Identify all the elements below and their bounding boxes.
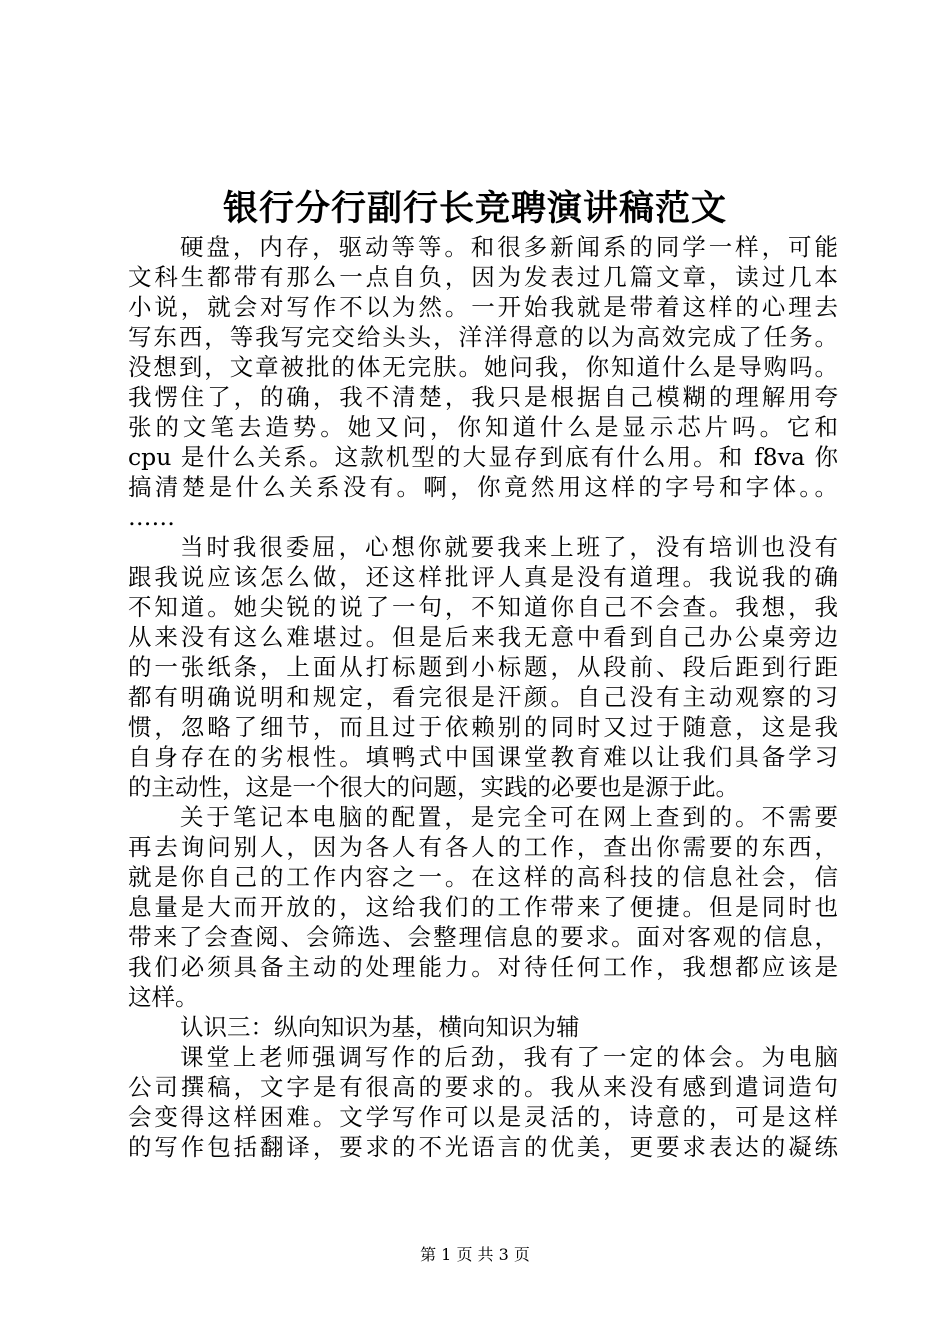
text-line: 跟我说应该怎么做，还这样批评人真是没有道理。我说我的确 bbox=[128, 563, 838, 591]
text-line: 搞清楚是什么关系没有。啊，你竟然用这样的字号和字体。。 bbox=[128, 473, 838, 501]
text-line: 课堂上老师强调写作的后劲，我有了一定的体会。为电脑 bbox=[180, 1043, 838, 1071]
text-line: 都有明确说明和规定，看完很是汗颜。自己没有主动观察的习 bbox=[128, 683, 838, 711]
text-line: 我们必须具备主动的处理能力。对待任何工作，我想都应该是 bbox=[128, 953, 838, 981]
text-line: 小说，就会对写作不以为然。一开始我就是带着这样的心理去 bbox=[128, 293, 838, 321]
text-line: 我愣住了，的确，我不清楚，我只是根据自己模糊的理解用夸 bbox=[128, 383, 838, 411]
text-line: 硬盘，内存，驱动等等。和很多新闻系的同学一样，可能 bbox=[180, 233, 838, 261]
text-line: 的主动性，这是一个很大的问题，实践的必要也是源于此。 bbox=[128, 773, 739, 801]
text-line: 张的文笔去造势。她又问，你知道什么是显示芯片吗。它和 bbox=[128, 413, 838, 441]
text-line: …… bbox=[128, 503, 175, 531]
text-line: 写东西，等我写完交给头头，洋洋得意的以为高效完成了任务。 bbox=[128, 323, 838, 351]
text-line: 带来了会查阅、会筛选、会整理信息的要求。面对客观的信息， bbox=[128, 923, 838, 951]
text-line: 从来没有这么难堪过。但是后来我无意中看到自己办公桌旁边 bbox=[128, 623, 838, 651]
text-line: 文科生都带有那么一点自负，因为发表过几篇文章，读过几本 bbox=[128, 263, 838, 291]
text-line: cpu 是什么关系。这款机型的大显存到底有什么用。和 f8va 你 bbox=[128, 443, 838, 471]
text-line: 不知道。她尖锐的说了一句，不知道你自己不会查。我想，我 bbox=[128, 593, 838, 621]
text-line: 会变得这样困难。文学写作可以是灵活的，诗意的，可是这样 bbox=[128, 1103, 838, 1131]
text-line: 没想到，文章被批的体无完肤。她问我，你知道什么是导购吗。 bbox=[128, 353, 838, 381]
text-line: 息量是大而开放的，这给我们的工作带来了便捷。但是同时也 bbox=[128, 893, 838, 921]
text-line: 公司撰稿，文字是有很高的要求的。我从来没有感到遣词造句 bbox=[128, 1073, 838, 1101]
text-line: 就是你自己的工作内容之一。在这样的高科技的信息社会，信 bbox=[128, 863, 838, 891]
document-title: 银行分行副行长竞聘演讲稿范文 bbox=[222, 188, 727, 229]
text-line: 当时我很委屈，心想你就要我来上班了，没有培训也没有 bbox=[180, 533, 838, 561]
document-body bbox=[128, 232, 838, 1162]
text-line: 的一张纸条，上面从打标题到小标题，从段前、段后距到行距 bbox=[128, 653, 838, 681]
text-line: 的写作包括翻译，要求的不光语言的优美，更要求表达的凝练 bbox=[128, 1133, 838, 1161]
text-line: 自身存在的劣根性。填鸭式中国课堂教育难以让我们具备学习 bbox=[128, 743, 838, 771]
text-line: 再去询问别人，因为各人有各人的工作，查出你需要的东西， bbox=[128, 833, 838, 861]
text-line: 这样。 bbox=[128, 983, 199, 1011]
text-line: 惯，忽略了细节，而且过于依赖别的同时又过于随意，这是我 bbox=[128, 713, 838, 741]
text-line: 关于笔记本电脑的配置，是完全可在网上查到的。不需要 bbox=[180, 803, 838, 831]
page-footer: 第 1 页 共 3 页 bbox=[420, 1245, 530, 1264]
text-line: 认识三：纵向知识为基，横向知识为辅 bbox=[180, 1013, 580, 1041]
